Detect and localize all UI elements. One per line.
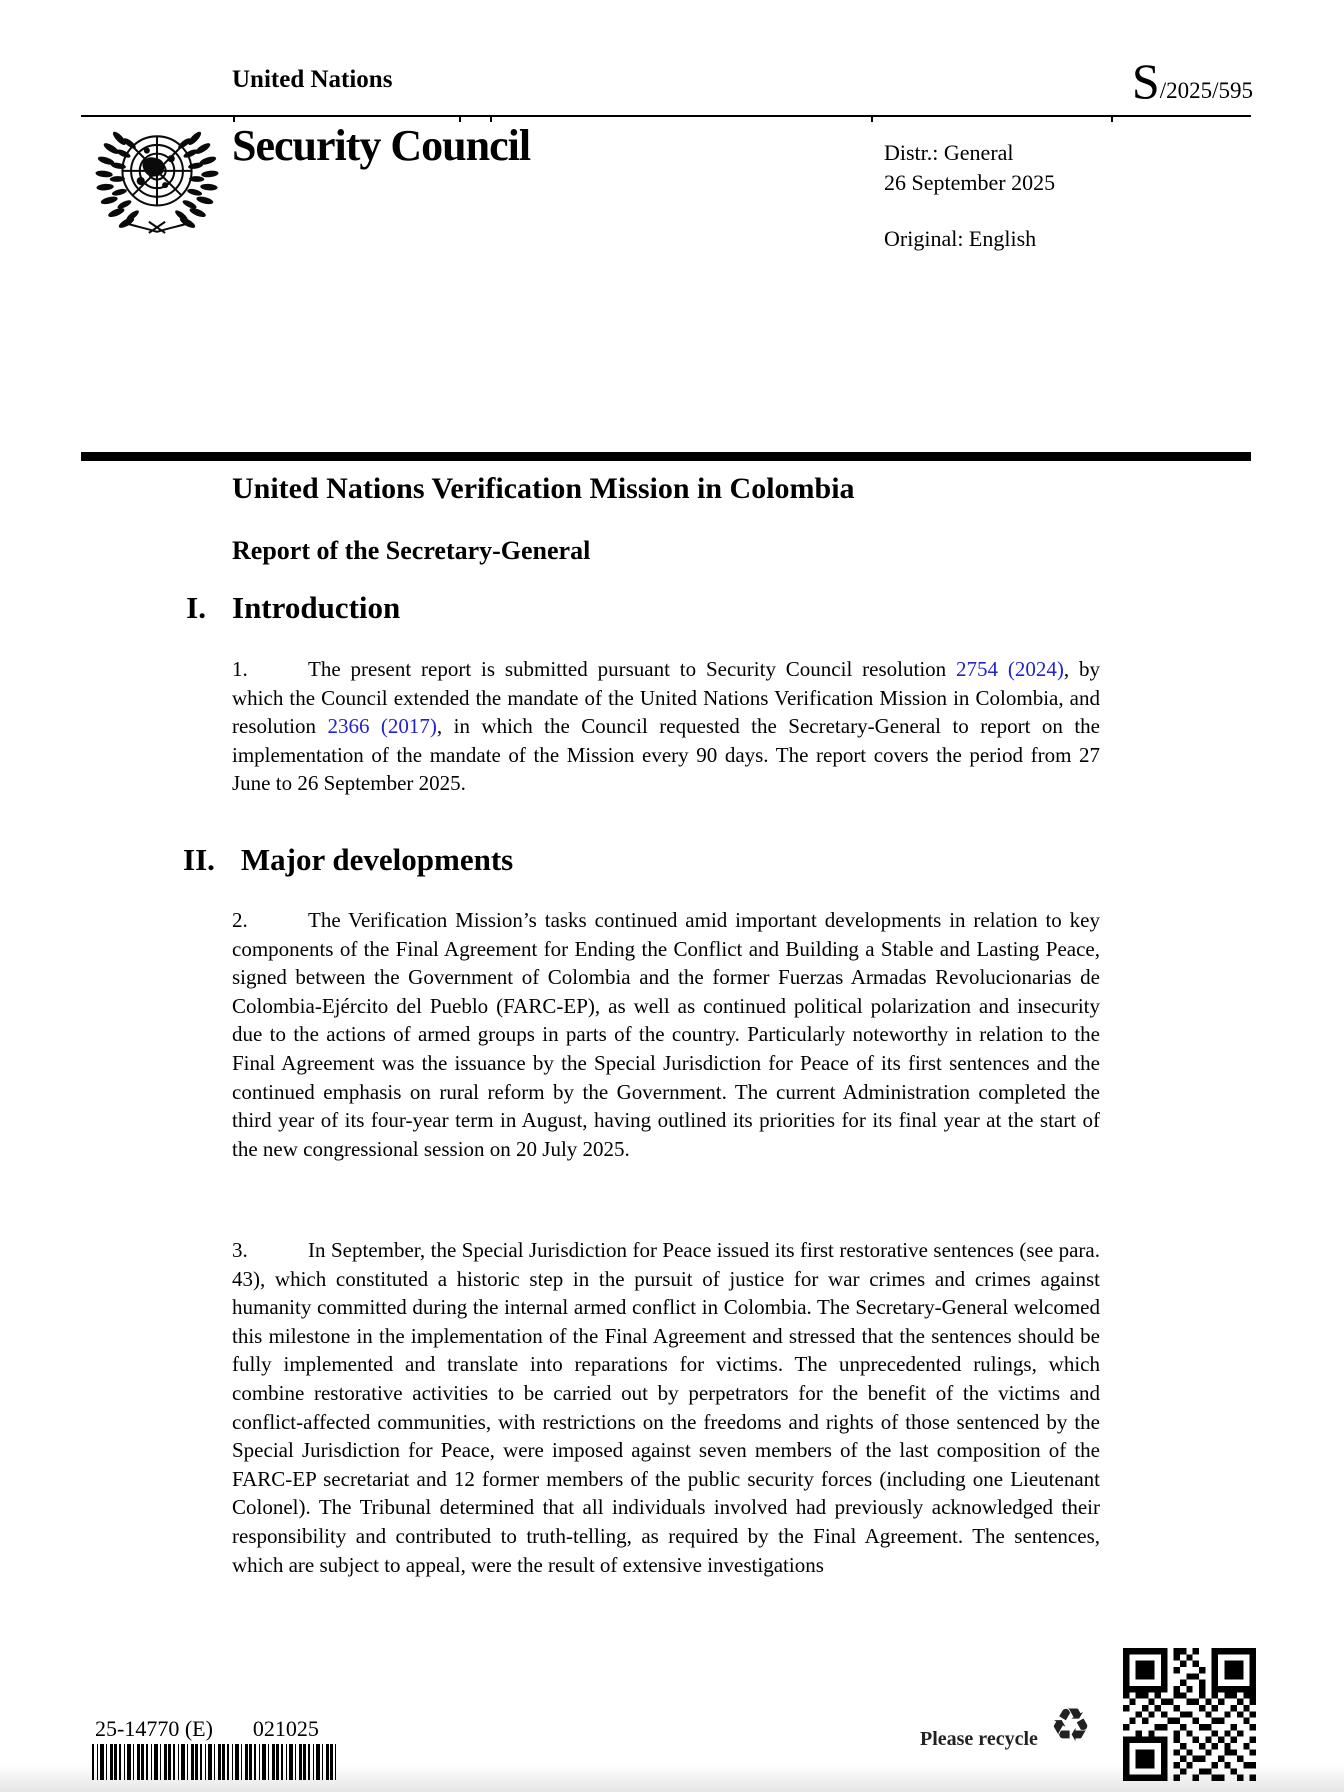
un-emblem bbox=[94, 118, 220, 243]
original-language-line: Original: English bbox=[884, 226, 1037, 251]
paragraph-text: , in which the Council requested the Secretary-General to report on the implementation of the mandate of the Mission every 90 days. The report covers the period from 27 June to 26 September 2025. bbox=[232, 714, 1100, 796]
report-title: United Nations Verification Mission in Colombia bbox=[232, 472, 855, 505]
tab-tick bbox=[1111, 115, 1113, 122]
distr-line: Distr.: General bbox=[884, 140, 1014, 165]
section-numeral: II. bbox=[183, 842, 215, 877]
report-subtitle: Report of the Secretary-General bbox=[232, 536, 591, 565]
paragraph-text: The present report is submitted pursuant to Security Council resolution bbox=[308, 657, 957, 681]
resolution-link-2754[interactable]: 2754 (2024) bbox=[956, 657, 1064, 681]
section-heading-major-developments bbox=[183, 842, 513, 878]
section-numeral: I. bbox=[186, 590, 206, 625]
footer-date-code: 021025 bbox=[252, 1716, 319, 1741]
recycle-label: Please recycle bbox=[920, 1728, 1038, 1750]
resolution-link-2366[interactable]: 2366 (2017) bbox=[327, 714, 437, 739]
paragraph-3 bbox=[232, 1236, 1100, 1579]
date-line: 26 September 2025 bbox=[884, 170, 1056, 195]
header-rule bbox=[81, 115, 1251, 117]
paragraph-1 bbox=[232, 655, 1100, 798]
job-id: 25-14770 (E) bbox=[95, 1716, 213, 1741]
tab-tick bbox=[871, 115, 873, 122]
section-heading-text: Major developments bbox=[240, 842, 514, 877]
recycle-icon: ♻ bbox=[1050, 1698, 1092, 1752]
organ-title: Security Council bbox=[232, 121, 531, 170]
doc-symbol-prefix: S bbox=[1131, 53, 1160, 109]
paragraph-number: 2. bbox=[232, 908, 248, 932]
paragraph-text: , by which the Council extended the mandate of the United Nations Verification Mission in Colombia, and resolution bbox=[232, 657, 1100, 739]
title-rule bbox=[81, 452, 1251, 461]
doc-symbol-number: /2025/595 bbox=[1159, 78, 1253, 103]
footer-job-number bbox=[95, 1716, 319, 1742]
paragraph-text: The Verification Mission’s tasks continued amid important developments in relation to key components of the Final Agreement for Ending the Conflict and Building a Stable and Lasting Peace, signed between the Government of Colombia and the former Fuerzas Armadas Revolucionarias de Colombia-Ejército del Pueblo (FARC-EP), as well as continued political polarization and insecurity due to the actions of armed groups in parts of the country. Particularly noteworthy in relation to the Final Agreement was the issuance by the Special Jurisdiction for Peace of its first sentences and the continued emphasis on rural reform by the Government. The current Administration completed the third year of its four-year term in August, having outlined its priorities for its final year at the start of the new congressional session on 20 July 2025. bbox=[232, 908, 1100, 1161]
paragraph-number: 1. bbox=[232, 657, 248, 681]
doc-symbol bbox=[1131, 53, 1253, 109]
paragraph-text: In September, the Special Jurisdiction for Peace issued its first restorative sentences (see para. 43), which constituted a historic step in the pursuit of justice for war crimes and crimes against humanity committed during the internal armed conflict in Colombia. The Secretary-General welcomed this milestone in the implementation of the Final Agreement and stressed that the sentences should be fully implemented and translate into reparations for victims. The unprecedented rulings, which combine restorative activities to be carried out by perpetrators for the benefit of the victims and conflict-affected communities, with restrictions on the freedoms and rights of those sentenced by the Special Jurisdiction for Peace, were imposed against seven members of the last composition of the FARC-EP secretariat and 12 former members of the public security forces (including one Lieutenant Colonel). The Tribunal determined that all individuals involved had previously acknowledged their responsibility and contributed to truth-telling, as required by the Final Agreement. The sentences, which are subject to appeal, were the result of extensive investigations bbox=[232, 1238, 1100, 1577]
un-header-label: United Nations bbox=[232, 66, 393, 93]
paragraph-2 bbox=[232, 906, 1100, 1163]
section-heading-introduction bbox=[183, 590, 400, 626]
section-heading-text: Introduction bbox=[232, 590, 401, 625]
paragraph-number: 3. bbox=[232, 1238, 248, 1262]
page-bottom-shade bbox=[0, 1764, 1344, 1792]
